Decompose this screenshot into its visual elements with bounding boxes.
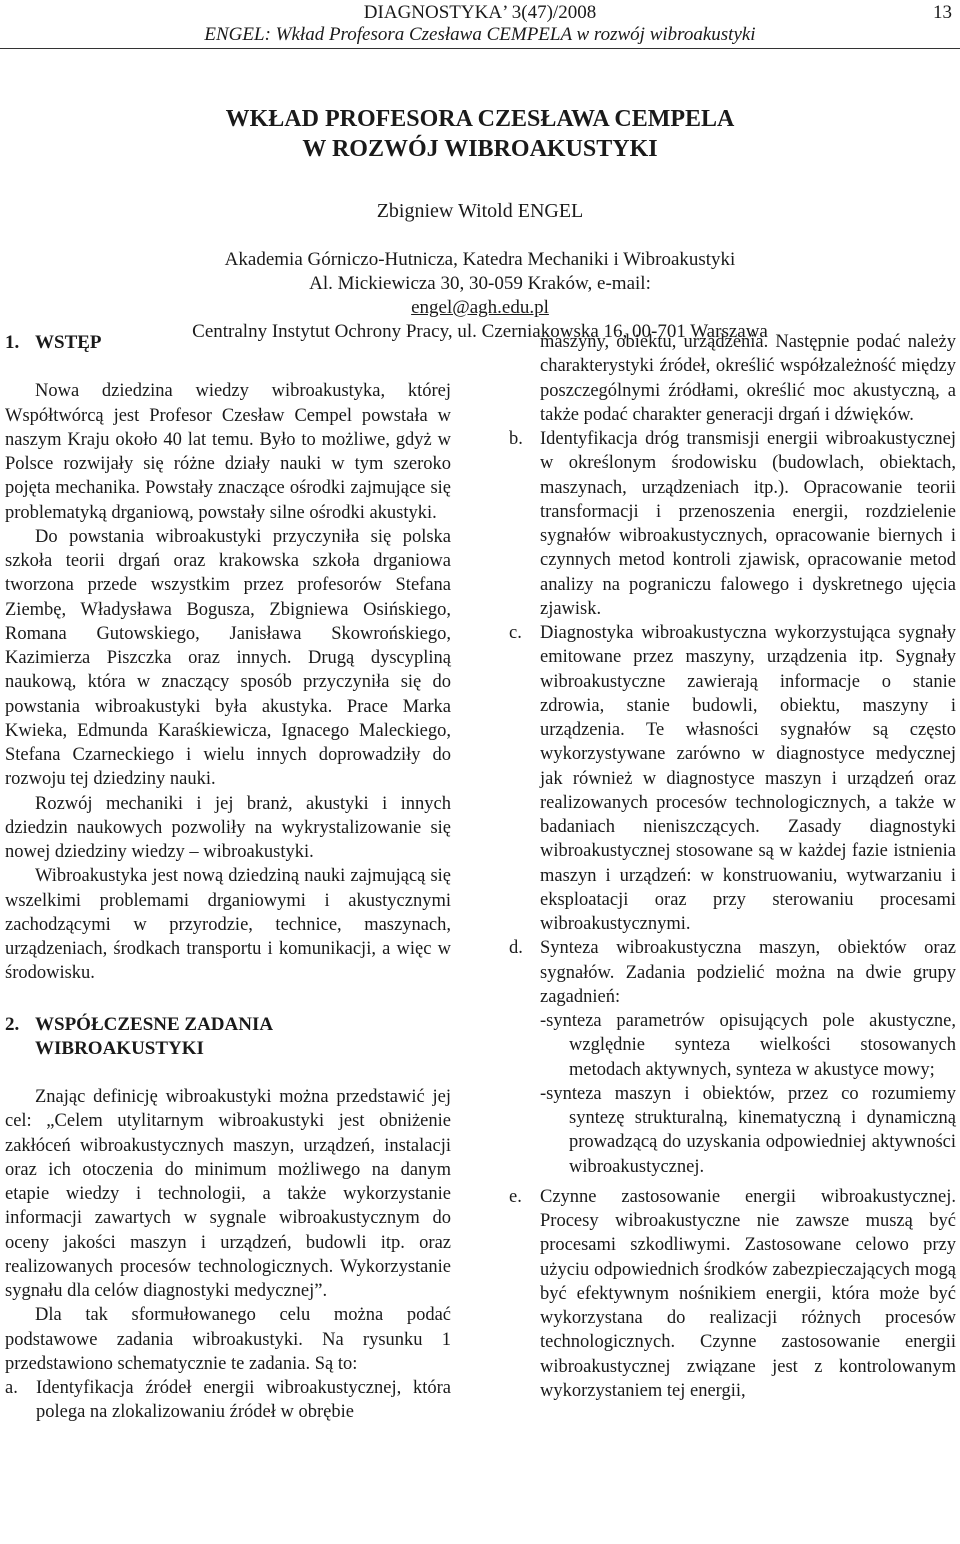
list-item-text: Synteza wibroakustyczna maszyn, obiektów oraz sygnałów. Zadania podzielić można na dwie grupy zagadnień: <box>540 938 956 1007</box>
article-title-line-1: WKŁAD PROFESORA CZESŁAWA CEMPELA <box>225 106 735 132</box>
running-header <box>0 0 960 52</box>
journal-name <box>0 2 960 24</box>
journal-name-initial: D <box>363 2 378 23</box>
list-item-a <box>5 1376 451 1425</box>
journal-issue: ’ 3(47)/2008 <box>502 2 597 23</box>
list-marker: b. <box>509 429 523 449</box>
running-title: ENGEL: Wkład Profesora Czesława CEMPELA w rozwój wibroakustyki <box>204 24 756 45</box>
section-2-number: 2. <box>5 1013 20 1035</box>
left-column <box>5 330 451 1425</box>
title-block <box>0 104 960 344</box>
page-number: 13 <box>933 2 952 23</box>
section-1-heading <box>5 331 451 355</box>
list-item-d <box>509 936 956 1179</box>
list-item-text: Czynne zastosowanie energii wibroakustycznej. Procesy wibroakustyczne nie zawsze muszą być procesami szkodliwymi. Zastosowane celowo przy użyciu odpowiednich środków zabezpieczających mogą być efektywnym nośnikiem energii, która może być wykorzystana do realizacji różnych procesów technologicznych. Czynne zastosowanie energii wibroakustycznej związane jest z kontrolowanym wykorzystaniem tej energii, <box>540 1186 956 1401</box>
section-1-title: WSTĘP <box>35 332 102 353</box>
list-item-text: Identyfikacja źródeł energii wibroakustycznej, która polega na zlokalizowaniu źródeł w obrębie <box>36 1378 451 1423</box>
affiliation-line-1: Akademia Górniczo-Hutnicza, Katedra Mechaniki i Wibroakustyki <box>224 249 736 270</box>
task-list <box>5 1376 451 1425</box>
list-marker: a. <box>5 1378 18 1398</box>
paragraph: Do powstania wibroakustyki przyczyniła się polska szkoła teorii drgań oraz krakowska szkoła drganiowa tworzona przede wszystkim przez profesorów Stefana Ziembę, Władysława Bogusza, Zbigniewa Osińskiego, Romana Gutowskiego, Janisława Skowrońskiego, Kazimierza Piszczka oraz innych. Drugą dyscypliną naukową, która w znaczący sposób przyczyniła się do powstania wibroakustyki była akustyka. Prace Marka Kwieka, Edmunda Karaśkiewicza, Ignacego Maleckiego, Stefana Czarneckiego i wielu innych doprowadziły do rozwoju tej dziedziny nauki. <box>5 526 451 790</box>
article-title-line-2: W ROZWÓJ WIBROAKUSTYKI <box>302 136 658 162</box>
article-title <box>0 104 960 164</box>
list-item-e <box>509 1185 956 1403</box>
author-name: Zbigniew Witold ENGEL <box>376 200 584 222</box>
paragraph: Nowa dziedzina wiedzy wibroakustyka, której Współtwórcą jest Profesor Czesław Cempel powstała w naszym Kraju około 40 lat temu. Było to możliwe, gdyż w Polsce rozwijały się różne działy nauki w tym szeroko pojęta mechanika. Powstały znaczące ośrodki zajmujące się problematyką drganiową, powstały silne ośrodki akustyki. <box>5 381 451 523</box>
list-marker: e. <box>509 1186 522 1207</box>
section-2-title-line-1: WSPÓŁCZESNE ZADANIA <box>35 1013 274 1035</box>
list-item-text: Diagnostyka wibroakustyczna wykorzystująca sygnały emitowane przez maszyny, urządzenia itp. Sygnały wibroakustyczne zawierają informacje o stanie zdrowia, stanie budowli, obiektu, maszyny i urządzenia. Te własności sygnałów są często wykorzystywane zarówno w diagnostyce medycznej jak również w diagnostyce maszyn i urządzeń oraz realizowanych procesów technologicznych, a także w badaniach nieniszczących. Zasady diagnostyki wibroakustycznej stosowane są w każdej fazie istnienia maszyn i urządzeń: w konstruowaniu, wytwarzaniu i eksploatacji oraz przy sterowaniu procesami wibroakustycznymi. <box>540 623 956 934</box>
header-rule <box>0 48 960 49</box>
section-1-number: 1. <box>5 332 20 353</box>
email-link[interactable]: engel@agh.edu.pl <box>411 297 549 318</box>
paragraph: Rozwój mechaniki i jej branż, akustyki i innych dziedzin naukowych pozwoliły na wykrystalizowanie się nowej dziedziny wiedzy – wibroakustyki. <box>5 793 451 862</box>
list-item-c <box>509 621 956 936</box>
sublist-item: -synteza maszyn i obiektów, przez co rozumiemy syntezę strukturalną, kinematyczną i dynamiczną prowadzącą do uzyskania odpowiedniej aktywności wibroakustycznej. <box>540 1083 956 1177</box>
list-item-a-continued: maszyny, obiektu, urządzenia. Następnie podać należy charakterystyki źródeł, określić współzależność między poszczególnymi źródłami, określić moc akustyczną, a także podać charakter generacji drgań i dźwięków. <box>540 332 956 425</box>
paragraph: Dla tak sformułowanego celu można podać podstawowe zadania wibroakustyki. Na rysunku 1 przedstawiono schematycznie te zadania. Są to: <box>5 1305 451 1374</box>
synthesis-sublist <box>540 1009 956 1179</box>
list-marker: d. <box>509 938 523 959</box>
paragraph: Znając definicję wibroakustyki można przedstawić jej cel: „Celem utylitarnym wibroakustyki jest obniżenie zakłóceń wibroakustycznych maszyn, urządzeń, instalacji oraz ich otoczenia do minimum możliwego na danym etapie wiedzy i technologii, a także wykorzystanie informacji zawartych w sygnale wibroakustycznym do oceny jakości maszyn i urządzeń, budowli itp. oraz realizowanych procesów technologicznych. Wykorzystanie sygnału dla celów diagnostyki medycznej”. <box>5 1087 451 1301</box>
task-list-continued <box>509 427 956 1403</box>
paragraph: Wibroakustyka jest nową dziedziną nauki zajmującą się wszelkimi problemami drganiowymi i akustycznymi zachodzącymi w przyrodzie, technice, maszynach, urządzeniach, środkach transportu i komunikacji, a więc w środowisku. <box>5 866 451 984</box>
section-2-title-line-2: WIBROAKUSTYKI <box>35 1037 204 1059</box>
right-column <box>509 330 956 1403</box>
list-marker: c. <box>509 623 522 643</box>
list-item-b <box>509 427 956 621</box>
section-2-heading <box>5 1013 451 1062</box>
affiliation-line-3: Centralny Instytut Ochrony Pracy, ul. Czerniakowska 16, 00-701 Warszawa <box>192 321 768 342</box>
list-item-text: Identyfikacja dróg transmisji energii wibroakustycznej w określonym środowisku (budowlach, obiektach, maszynach, urządzeniach itp.). Opracowanie teorii transformacji i przenoszenia energii, rozdzielenie sygnałów wibroakustycznych, opracowanie biernych i czynnych metod kontroli zjawisk, opracowanie metod analizy na pograniczu falowego i dyskretnego ujęcia zjawisk. <box>540 429 956 619</box>
affiliation-line-2 <box>0 272 960 320</box>
journal-name-rest: IAGNOSTYKA <box>377 2 503 23</box>
affiliation-address: Al. Mickiewicza 30, 30-059 Kraków, e-mail: <box>309 273 651 294</box>
sublist-item: -synteza parametrów opisujących pole akustyczne, względnie synteza wielkości stosowanych metodach aktywnych, synteza w akustyce mowy; <box>540 1011 956 1080</box>
